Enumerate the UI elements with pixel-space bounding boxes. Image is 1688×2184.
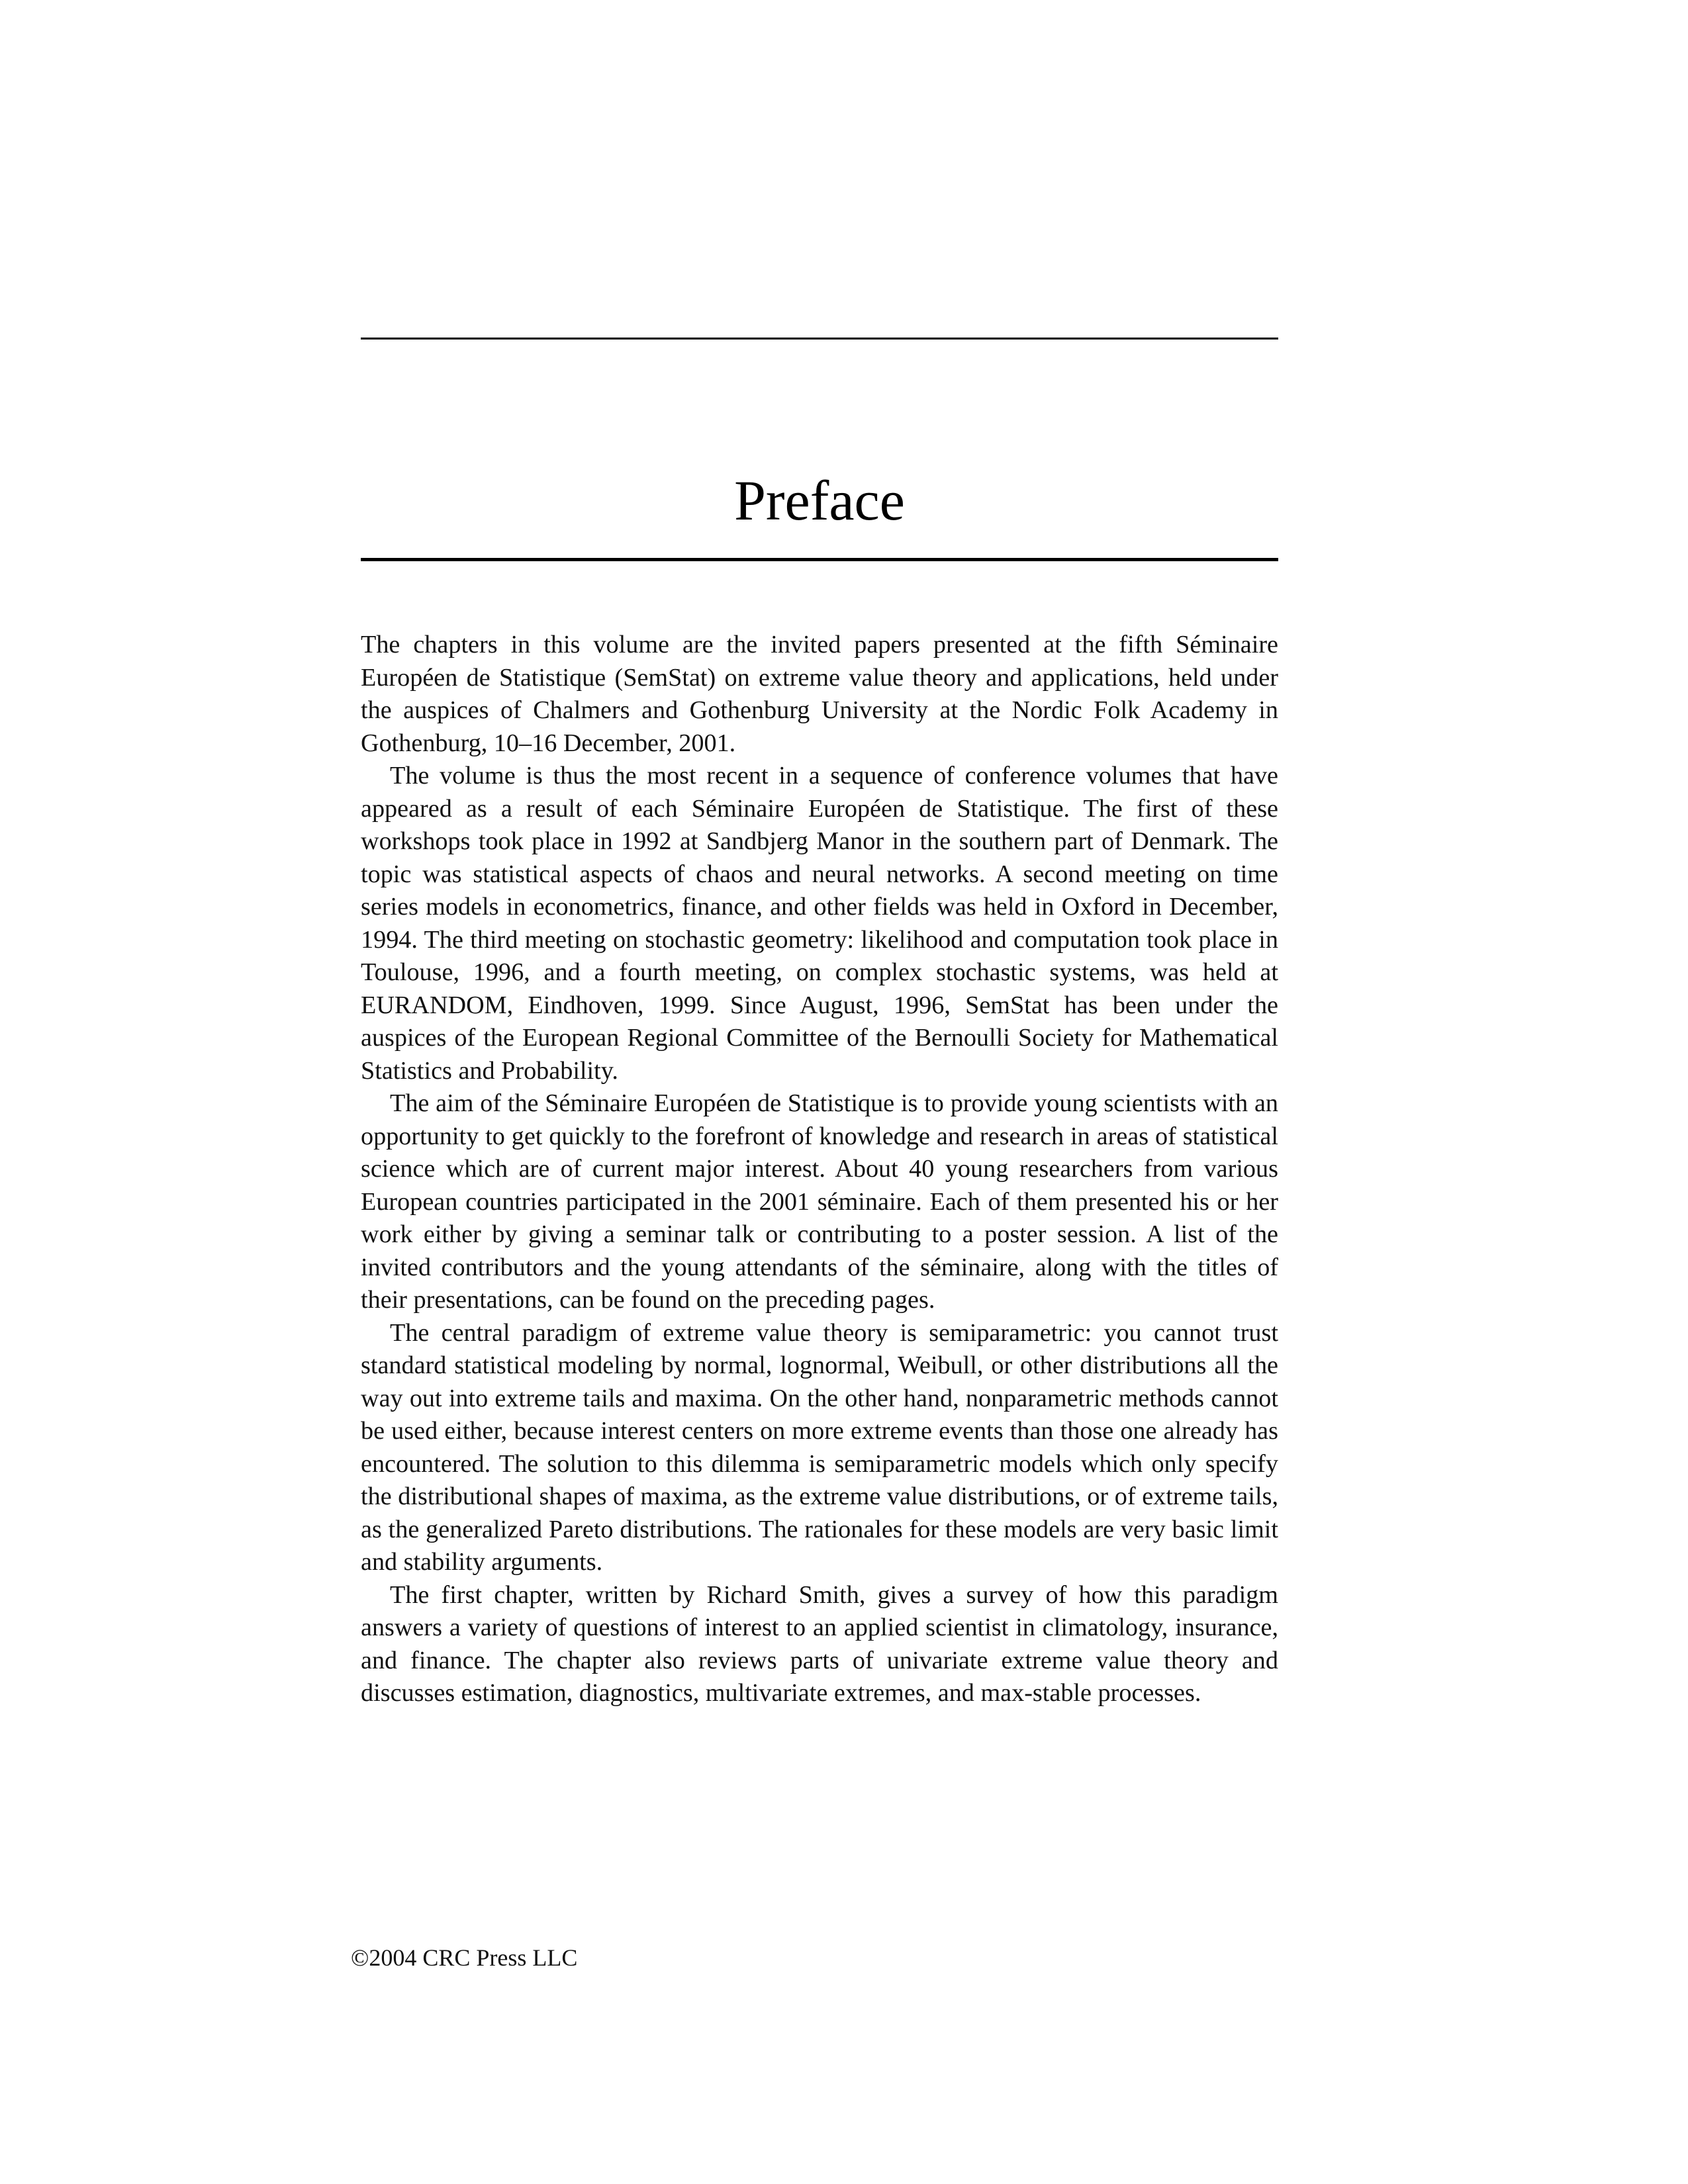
paragraph-3: The aim of the Séminaire Européen de Statistique is to provide young scientists with an opportunity to get quickly to the forefront of knowledge and research in areas of statistical science which are of current major interest. About 40 young researchers from various European countries participated in the 2001 séminaire. Each of them presented his or her work either by giving a seminar talk or contributing to a poster session. A list of the invited contributors and the young attendants of the séminaire, along with the titles of their presentations, can be found on the preceding pages. [361, 1089, 1278, 1314]
title-underline-rule [361, 558, 1278, 561]
paragraph-1: The chapters in this volume are the invited papers presented at the fifth Séminaire Européen de Statistique (SemStat) on extreme value theory and applications, held under the auspices of Chalmers and Gothenburg University at the Nordic Folk Academy in Gothenburg, 10–16 December, 2001. [361, 631, 1278, 757]
page-title: Preface [734, 469, 905, 532]
top-rule [361, 338, 1278, 340]
paragraph-5: The first chapter, written by Richard Smith, gives a survey of how this paradigm answers a variety of questions of interest to an applied scientist in climatology, insurance, and finance. The chapter also reviews parts of univariate extreme value theory and discusses estimation, diagnostics, multivariate extremes, and max-stable processes. [361, 1580, 1278, 1707]
paragraph-2: The volume is thus the most recent in a sequence of conference volumes that have appeared as a result of each Séminaire Européen de Statistique. The first of these workshops took place in 1992 at Sandbjerg Manor in the southern part of Denmark. The topic was statistical aspects of chaos and neural networks. A second meeting on time series models in econometrics, finance, and other fields was held in Oxford in December, 1994. The third meeting on stochastic geometry: likelihood and computation took place in Toulouse, 1996, and a fourth meeting, on complex stochastic systems, was held at EURANDOM, Eindhoven, 1999. Since August, 1996, SemStat has been under the auspices of the European Regional Committee of the Bernoulli Society for Mathematical Statistics and Probability. [361, 762, 1278, 1085]
copyright-notice: ©2004 CRC Press LLC [351, 1944, 578, 1971]
preface-body [361, 629, 1278, 1710]
paragraph-4: The central paradigm of extreme value theory is semiparametric: you cannot trust standard statistical modeling by normal, lognormal, Weibull, or other distributions all the way out into extreme tails and maxima. On the other hand, nonparametric methods cannot be used either, because interest centers on more extreme events than those one already has encountered. The solution to this dilemma is semiparametric models which only specify the distributional shapes of maxima, as the extreme value distributions, or of extreme tails, as the generalized Pareto distributions. The rationales for these models are very basic limit and stability arguments. [361, 1318, 1278, 1576]
